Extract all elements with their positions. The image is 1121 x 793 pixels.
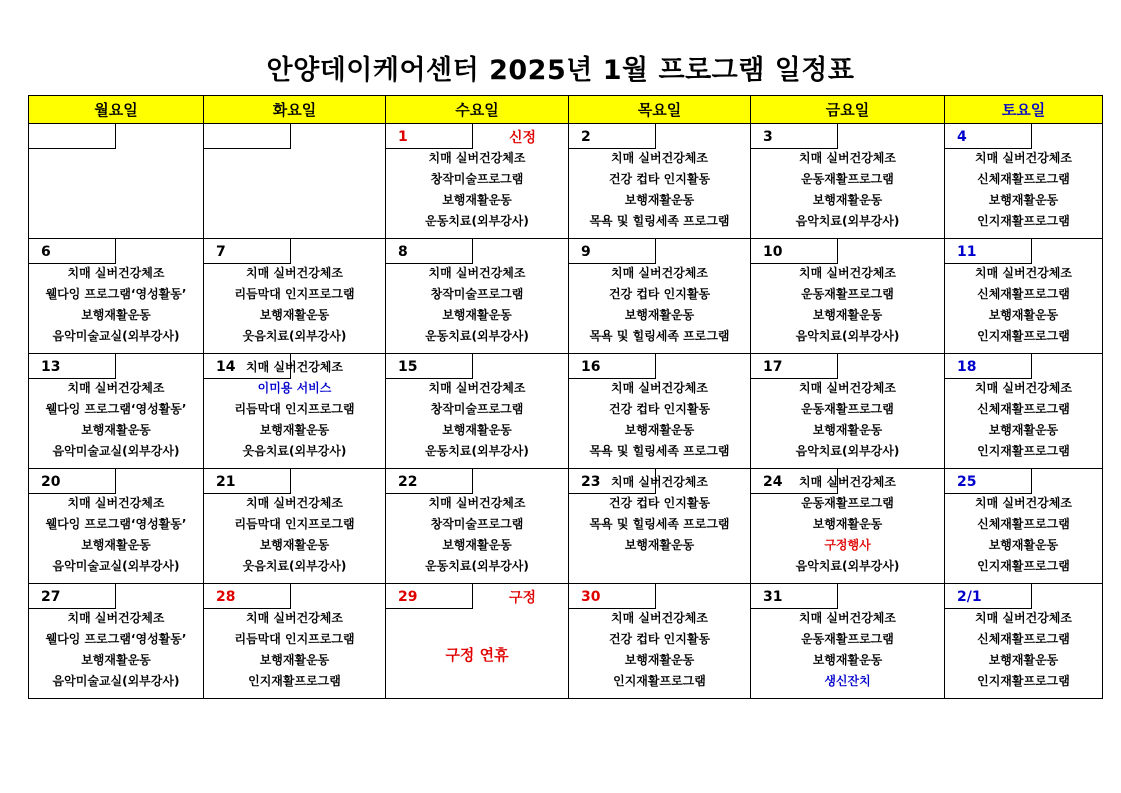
activity-item: 생신잔치	[824, 674, 871, 688]
day-number: 31	[750, 583, 838, 609]
activity-item: 치매 실버건강체조	[246, 360, 343, 374]
activity-item: 보행재활운동	[259, 653, 330, 667]
activity-item: 웃음치료(외부강사)	[242, 329, 347, 343]
activity-item: 신체재활프로그램	[977, 402, 1070, 416]
activity-item: 운동재활프로그램	[801, 496, 894, 510]
day-cell-mon	[29, 239, 204, 354]
activity-item: 치매 실버건강체조	[246, 266, 343, 280]
activity-item: 목욕 및 힐링세족 프로그램	[589, 444, 730, 458]
activity-list	[569, 378, 750, 462]
activity-list	[569, 608, 750, 692]
day-cell-sat	[945, 124, 1103, 239]
activity-item: 창작미술프로그램	[430, 172, 524, 186]
activity-item: 목욕 및 힐링세족 프로그램	[589, 214, 730, 228]
day-cell-thu	[569, 239, 751, 354]
activity-item: 치매 실버건강체조	[611, 611, 708, 625]
activity-item: 치매 실버건강체조	[428, 496, 526, 510]
day-number: 17	[750, 353, 838, 379]
day-cell-fri	[751, 124, 945, 239]
activity-item: 음악치료(외부강사)	[795, 329, 900, 343]
day-number: 14	[203, 353, 291, 379]
activity-item: 보행재활운동	[442, 538, 512, 552]
day-number: 23	[568, 468, 656, 494]
day-number: 10	[750, 238, 838, 264]
activity-item: 보행재활운동	[442, 193, 512, 207]
activity-list	[945, 608, 1102, 692]
day-cell-fri	[751, 584, 945, 699]
activity-list	[204, 493, 385, 577]
activity-item: 건강 컵타 인지활동	[608, 172, 711, 186]
page-title: 안양데이케어센터 2025년 1월 프로그램 일정표	[266, 55, 855, 86]
week-row	[29, 469, 1103, 584]
activity-list	[204, 263, 385, 347]
activity-item: 보행재활운동	[624, 423, 695, 437]
activity-list	[751, 263, 944, 347]
day-cell-tue	[204, 584, 386, 699]
week-row	[29, 239, 1103, 354]
activity-item: 신체재활프로그램	[977, 287, 1070, 301]
activity-item: 보행재활운동	[812, 517, 883, 531]
activity-item: 보행재활운동	[988, 538, 1059, 552]
activity-item: 목욕 및 힐링세족 프로그램	[589, 517, 730, 531]
day-cell-sat	[945, 239, 1103, 354]
activity-item: 운동재활프로그램	[801, 402, 894, 416]
day-cell-wed	[386, 584, 569, 699]
activity-item: 보행재활운동	[81, 538, 151, 552]
activity-item: 리듬막대 인지프로그램	[234, 517, 355, 531]
activity-item: 웃음치료(외부강사)	[242, 559, 347, 573]
activity-item: 신체재활프로그램	[977, 172, 1070, 186]
activity-item: 치매 실버건강체조	[975, 266, 1072, 280]
activity-item: 인지재활프로그램	[977, 444, 1070, 458]
activity-item: 인지재활프로그램	[977, 674, 1070, 688]
day-number: 28	[203, 583, 291, 609]
activity-item: 보행재활운동	[81, 423, 151, 437]
day-number	[203, 123, 291, 149]
day-number: 15	[385, 353, 473, 379]
header-wednesday: 수요일	[386, 96, 569, 124]
day-number: 8	[385, 238, 473, 264]
activity-item: 보행재활운동	[442, 308, 512, 322]
activity-item: 인지재활프로그램	[977, 214, 1070, 228]
activity-item: 치매 실버건강체조	[67, 496, 165, 510]
activity-item: 건강 컵타 인지활동	[608, 632, 711, 646]
activity-item: 치매 실버건강체조	[67, 381, 165, 395]
activity-list	[945, 263, 1102, 347]
activity-list	[569, 472, 750, 556]
activity-item: 건강 컵타 인지활동	[608, 496, 711, 510]
day-number: 21	[203, 468, 291, 494]
activity-list	[386, 493, 568, 577]
header-thursday: 목요일	[569, 96, 751, 124]
day-cell-thu	[569, 124, 751, 239]
activity-item: 구정행사	[824, 538, 871, 552]
holiday-tag: 구정	[508, 590, 536, 606]
activity-item: 치매 실버건강체조	[799, 475, 896, 489]
activity-item: 인지재활프로그램	[977, 559, 1070, 573]
header-saturday: 토요일	[945, 96, 1103, 124]
activity-item: 치매 실버건강체조	[799, 381, 896, 395]
day-cell-fri	[751, 354, 945, 469]
activity-item: 운동치료(외부강사)	[425, 444, 529, 458]
day-number: 1	[385, 123, 473, 149]
schedule-table	[28, 95, 1103, 699]
day-cell-wed	[386, 124, 569, 239]
day-cell-thu	[569, 354, 751, 469]
day-cell-mon	[29, 124, 204, 239]
day-cell-mon	[29, 354, 204, 469]
activity-item: 보행재활운동	[624, 193, 695, 207]
activity-list	[204, 608, 385, 692]
activity-list	[751, 378, 944, 462]
day-number: 11	[944, 238, 1032, 264]
activity-item: 치매 실버건강체조	[799, 151, 896, 165]
day-cell-tue	[204, 239, 386, 354]
activity-item: 보행재활운동	[259, 308, 330, 322]
holiday-label: 구정 연휴	[445, 646, 509, 664]
activity-list	[386, 148, 568, 232]
holiday-tag: 신정	[508, 130, 536, 146]
activity-item: 이미용 서비스	[257, 381, 332, 395]
day-number: 29	[385, 583, 473, 609]
activity-item: 치매 실버건강체조	[975, 496, 1072, 510]
activity-item: 보행재활운동	[988, 308, 1059, 322]
activity-item: 보행재활운동	[624, 653, 695, 667]
activity-item: 치매 실버건강체조	[975, 381, 1072, 395]
day-cell-tue	[204, 354, 386, 469]
activity-item: 치매 실버건강체조	[428, 266, 526, 280]
day-number: 7	[203, 238, 291, 264]
activity-item: 창작미술프로그램	[430, 517, 524, 531]
activity-item: 건강 컵타 인지활동	[608, 402, 711, 416]
activity-list	[569, 263, 750, 347]
activity-list	[29, 608, 203, 692]
day-number: 18	[944, 353, 1032, 379]
day-number: 3	[750, 123, 838, 149]
activity-list	[386, 378, 568, 462]
activity-list	[29, 263, 203, 347]
day-number: 6	[28, 238, 116, 264]
activity-item: 리듬막대 인지프로그램	[234, 632, 355, 646]
activity-item: 건강 컵타 인지활동	[608, 287, 711, 301]
day-number: 2/1	[944, 583, 1032, 609]
activity-item: 음악미술교실(외부강사)	[52, 444, 180, 458]
header-tuesday: 화요일	[204, 96, 386, 124]
activity-item: 치매 실버건강체조	[611, 266, 708, 280]
activity-list	[29, 493, 203, 577]
day-cell-fri	[751, 469, 945, 584]
activity-item: 치매 실버건강체조	[428, 151, 526, 165]
activity-item: 보행재활운동	[442, 423, 512, 437]
activity-item: 보행재활운동	[988, 423, 1059, 437]
activity-item: 치매 실버건강체조	[611, 151, 708, 165]
activity-item: 목욕 및 힐링세족 프로그램	[589, 329, 730, 343]
activity-item: 음악미술교실(외부강사)	[52, 329, 180, 343]
activity-item: 보행재활운동	[259, 423, 330, 437]
day-number: 25	[944, 468, 1032, 494]
activity-item: 웰다잉 프로그램‘영성활동’	[45, 517, 187, 531]
day-number: 2	[568, 123, 656, 149]
activity-item: 웰다잉 프로그램‘영성활동’	[45, 632, 187, 646]
activity-item: 보행재활운동	[624, 308, 695, 322]
activity-list	[569, 148, 750, 232]
activity-item: 보행재활운동	[812, 193, 883, 207]
activity-item: 치매 실버건강체조	[799, 611, 896, 625]
day-cell-wed	[386, 469, 569, 584]
activity-list	[29, 378, 203, 462]
day-cell-mon	[29, 584, 204, 699]
day-cell-thu	[569, 584, 751, 699]
activity-item: 치매 실버건강체조	[246, 496, 343, 510]
activity-list	[386, 263, 568, 347]
header-monday: 월요일	[29, 96, 204, 124]
activity-list	[945, 148, 1102, 232]
activity-item: 리듬막대 인지프로그램	[234, 287, 355, 301]
day-cell-wed	[386, 239, 569, 354]
activity-item: 음악치료(외부강사)	[795, 559, 900, 573]
activity-item: 보행재활운동	[81, 653, 151, 667]
activity-item: 보행재활운동	[988, 193, 1059, 207]
activity-item: 운동치료(외부강사)	[425, 329, 529, 343]
week-row	[29, 584, 1103, 699]
day-cell-mon	[29, 469, 204, 584]
day-number: 9	[568, 238, 656, 264]
activity-item: 운동치료(외부강사)	[425, 214, 529, 228]
day-number: 27	[28, 583, 116, 609]
activity-item: 보행재활운동	[624, 538, 695, 552]
activity-list	[945, 493, 1102, 577]
activity-item: 보행재활운동	[259, 538, 330, 552]
activity-item: 창작미술프로그램	[430, 402, 524, 416]
activity-item: 음악미술교실(외부강사)	[52, 559, 180, 573]
activity-item: 음악미술교실(외부강사)	[52, 674, 180, 688]
activity-item: 신체재활프로그램	[977, 517, 1070, 531]
activity-item: 인지재활프로그램	[248, 674, 341, 688]
activity-item: 운동치료(외부강사)	[425, 559, 529, 573]
header-friday: 금요일	[751, 96, 945, 124]
activity-item: 음악치료(외부강사)	[795, 214, 900, 228]
activity-item: 치매 실버건강체조	[611, 475, 708, 489]
activity-list	[751, 472, 944, 577]
activity-item: 리듬막대 인지프로그램	[234, 402, 355, 416]
day-cell-sat	[945, 354, 1103, 469]
day-number: 24	[750, 468, 838, 494]
activity-item: 치매 실버건강체조	[611, 381, 708, 395]
activity-item: 치매 실버건강체조	[428, 381, 526, 395]
weekday-header-row	[29, 96, 1103, 124]
day-cell-sat	[945, 584, 1103, 699]
activity-item: 인지재활프로그램	[977, 329, 1070, 343]
day-cell-tue	[204, 124, 386, 239]
activity-item: 창작미술프로그램	[430, 287, 524, 301]
day-number: 13	[28, 353, 116, 379]
activity-item: 보행재활운동	[988, 653, 1059, 667]
activity-item: 치매 실버건강체조	[975, 151, 1072, 165]
activity-item: 운동재활프로그램	[801, 632, 894, 646]
activity-list	[945, 378, 1102, 462]
activity-item: 보행재활운동	[812, 423, 883, 437]
day-cell-thu	[569, 469, 751, 584]
activity-list	[751, 608, 944, 692]
day-number	[28, 123, 116, 149]
activity-item: 신체재활프로그램	[977, 632, 1070, 646]
activity-item: 치매 실버건강체조	[67, 266, 165, 280]
activity-item: 치매 실버건강체조	[975, 611, 1072, 625]
activity-item: 운동재활프로그램	[801, 287, 894, 301]
activity-item: 치매 실버건강체조	[246, 611, 343, 625]
day-cell-tue	[204, 469, 386, 584]
week-row	[29, 124, 1103, 239]
day-cell-wed	[386, 354, 569, 469]
day-cell-fri	[751, 239, 945, 354]
activity-item: 운동재활프로그램	[801, 172, 894, 186]
day-number: 4	[944, 123, 1032, 149]
day-number: 22	[385, 468, 473, 494]
activity-item: 인지재활프로그램	[613, 674, 706, 688]
activity-item: 보행재활운동	[812, 653, 883, 667]
activity-item: 치매 실버건강체조	[799, 266, 896, 280]
activity-item: 보행재활운동	[812, 308, 883, 322]
day-number: 20	[28, 468, 116, 494]
activity-list	[751, 148, 944, 232]
activity-list	[204, 357, 385, 462]
activity-item: 치매 실버건강체조	[67, 611, 165, 625]
activity-item: 웃음치료(외부강사)	[242, 444, 347, 458]
activity-item: 보행재활운동	[81, 308, 151, 322]
day-number: 16	[568, 353, 656, 379]
day-cell-sat	[945, 469, 1103, 584]
activity-item: 음악치료(외부강사)	[795, 444, 900, 458]
activity-item: 웰다잉 프로그램‘영성활동’	[45, 287, 187, 301]
week-row	[29, 354, 1103, 469]
day-number: 30	[568, 583, 656, 609]
activity-item: 웰다잉 프로그램‘영성활동’	[45, 402, 187, 416]
